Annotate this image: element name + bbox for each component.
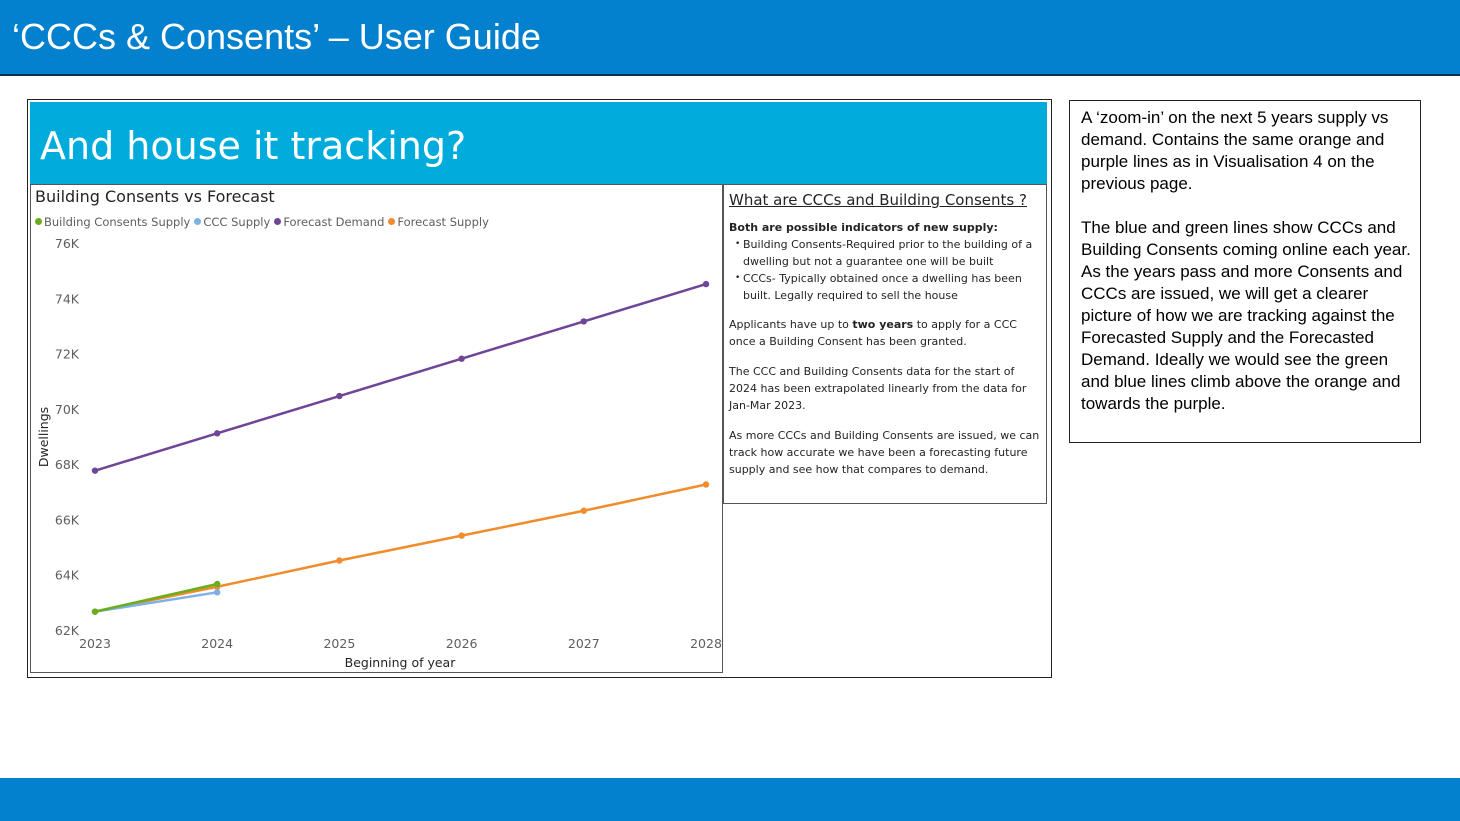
x-tick-label: 2028 [690, 636, 722, 651]
legend-label: Forecast Supply [397, 215, 489, 229]
data-point [214, 589, 220, 595]
x-axis-title: Beginning of year [344, 655, 456, 670]
visual-header [30, 102, 1047, 184]
title-banner [0, 0, 1460, 76]
data-point [703, 281, 709, 287]
tracking-paragraph: As more CCCs and Building Consents are issued, we can track how accurate we have been a forecasting future supply and see how that compares to demand. [729, 429, 1040, 476]
applicants-paragraph [729, 316, 1041, 350]
legend-marker [274, 218, 281, 225]
data-point [581, 508, 587, 514]
y-axis-title: Dwellings [36, 406, 51, 468]
list-item: • Building Consents-Required prior to the building of a dwelling but not a guarantee one will be built [737, 236, 1041, 270]
legend-item[interactable] [274, 215, 384, 229]
line-chart[interactable] [31, 185, 722, 672]
legend-label: CCC Supply [203, 215, 271, 229]
footer-banner [0, 778, 1460, 821]
data-point [214, 581, 220, 587]
legend-label: Forecast Demand [283, 215, 385, 229]
legend-marker [35, 218, 42, 225]
chart-legend[interactable] [35, 215, 493, 229]
data-point [581, 318, 587, 324]
y-tick-label: 70K [54, 401, 79, 417]
series-forecast-supply [92, 481, 709, 615]
x-tick-label: 2027 [567, 636, 600, 651]
indicator-list [729, 236, 1041, 304]
legend-item[interactable] [388, 215, 489, 229]
data-point [458, 356, 464, 362]
y-tick-label: 72K [54, 346, 79, 362]
data-point [92, 467, 98, 473]
x-tick-label: 2023 [79, 636, 111, 651]
legend-item[interactable] [194, 215, 270, 229]
chart-panel[interactable] [30, 184, 723, 673]
legend-marker [388, 218, 395, 225]
note-paragraph-2: The blue and green lines show CCCs and Building Consents coming online each year. As the years pass and more Consents and CCCs are issued, we will get a clearer picture of how we are tracking against the Forecasted Supply and the Forecasted Demand. Ideally we would see the green and blue lines climb above the orange and towards the purple. [1081, 218, 1411, 413]
data-point [336, 393, 342, 399]
explanation-note [1069, 100, 1421, 443]
x-tick-label: 2025 [323, 636, 356, 651]
series-ccc-supply [92, 589, 221, 615]
data-point [703, 481, 709, 487]
chart-title: Building Consents vs Forecast [35, 187, 275, 206]
visual-frame [27, 99, 1052, 678]
legend-marker [194, 218, 201, 225]
note-paragraph-1: A ‘zoom-in’ on the next 5 years supply vs demand. Contains the same orange and purple lines as in Visualisation 4 on the previous page. [1081, 108, 1389, 193]
series-line [95, 484, 706, 611]
info-panel [723, 184, 1047, 504]
series-line [95, 584, 217, 612]
data-point [458, 532, 464, 538]
y-tick-label: 64K [54, 567, 79, 583]
y-tick-label: 62K [54, 623, 79, 638]
applicants-text-post: to apply for a CCC once a Building Consent has been granted. [729, 318, 1017, 348]
data-point [92, 608, 98, 614]
y-tick-label: 74K [54, 291, 79, 307]
indicators-intro: Both are possible indicators of new supply: [729, 221, 998, 234]
y-tick-label: 68K [54, 457, 79, 473]
slide-title: ‘CCCs & Consents’ – User Guide [12, 16, 541, 57]
y-tick-label: 66K [54, 512, 79, 528]
extrapolated-paragraph: The CCC and Building Consents data for the start of 2024 has been extrapolated linearly from the data for Jan-Mar 2023. [729, 365, 1027, 412]
data-point [336, 557, 342, 563]
list-item: • CCCs- Typically obtained once a dwelling has been built. Legally required to sell the house [737, 270, 1041, 304]
legend-item[interactable] [35, 215, 190, 229]
visual-header-title: And house it tracking? [40, 124, 467, 168]
data-point [214, 430, 220, 436]
x-tick-label: 2024 [201, 636, 234, 651]
series-line [95, 284, 706, 471]
applicants-text-bold: two years [852, 318, 914, 331]
legend-label: Building Consents Supply [44, 215, 191, 229]
y-tick-label: 76K [54, 236, 79, 251]
x-tick-label: 2026 [445, 636, 478, 651]
applicants-text-pre: Applicants have up to [729, 318, 853, 331]
series-forecast-demand [92, 281, 709, 474]
info-heading: What are CCCs and Building Consents ? [729, 191, 1027, 209]
